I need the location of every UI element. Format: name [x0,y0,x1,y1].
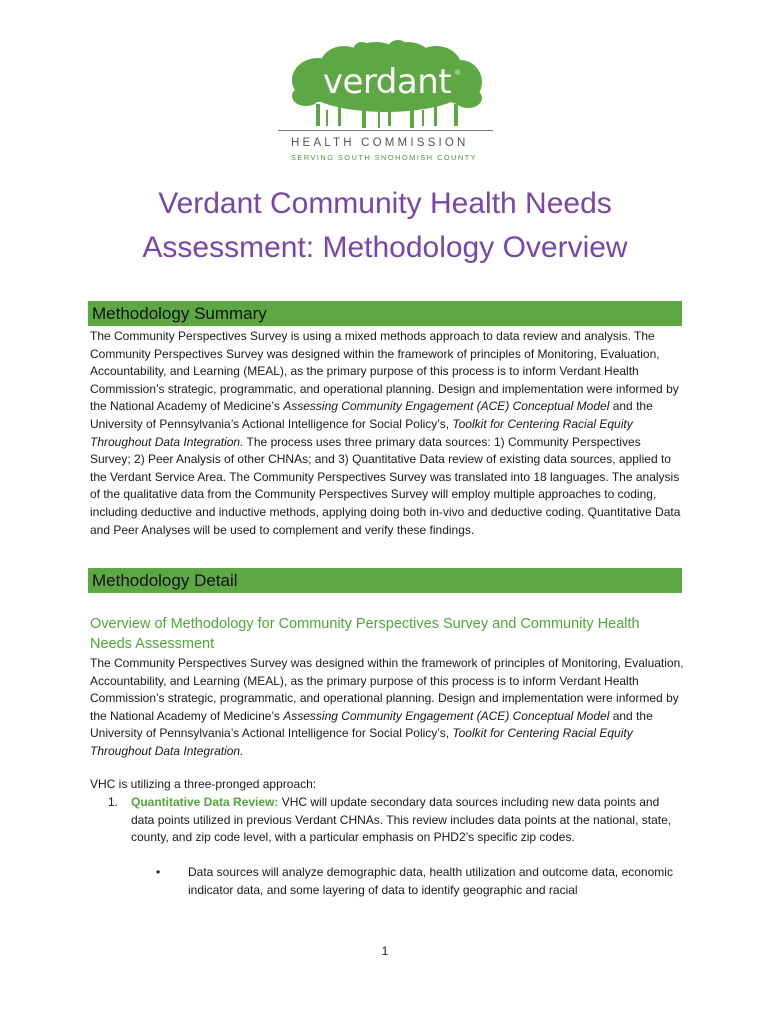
summary-citation-toolkit: Toolkit for Centering Racial Equity Throughout Data Integration. [90,416,633,449]
detail-paragraph [90,655,684,761]
section-heading-label: Methodology Summary [92,304,267,323]
approach-intro: VHC is utilizing a three-pronged approach: [90,777,317,791]
document-title [90,182,680,270]
summary-text: and the University of Pennsylvania’s Actional Intelligence for Social Policy’s, [90,399,653,431]
summary-citation-ace: Assessing Community Engagement (ACE) Conceptual Model [283,399,610,414]
bullet-text: Data sources will analyze demographic data, health utilization and outcome data, economic indicator data, and some layering of data to identify geographic and racial [188,865,673,897]
detail-citation-ace: Assessing Community Engagement (ACE) Conceptual Model [283,708,610,723]
summary-text: The process uses three primary data sources: 1) Community Perspectives Survey; 2) Peer Analysis of other CHNAs; and 3) Quantitative Data review of existing data sources, applied to the Verdant Service Area. The Community Perspectives Survey was translated into 18 languages. The analysis of the qualitative data from the Community Perspectives Survey will employ multiple approaches to coding, including deductive and inductive methods, applying doing both in-vivo and deductive coding. Quantitative Data and Peer Analyses will be used to complement and verify these findings. [90,434,681,537]
detail-text: and the University of Pennsylvania’s Actional Intelligence for Social Policy’s, [90,708,653,741]
summary-text: The Community Perspectives Survey is using a mixed methods approach to data review and analysis. The Community Perspectives Survey was designed within the framework of principles of Monitoring, Evaluation, Accountability, and Learning (MEAL), as the primary purpose of this process is to inform Verdant Health Commission’s strategic, programmatic, and operational planning. Design and implementation were informed by the National Academy of Medicine’s [90,329,679,414]
verdant-logo [278,40,496,168]
registered-mark: ® [455,70,461,77]
list-item-text [131,794,679,847]
detail-subheading: Overview of Methodology for Community Perspectives Survey and Community Health Needs Assessment [90,616,640,652]
list-number: 1. [108,795,119,809]
logo-divider [278,130,493,131]
section-heading-label: Methodology Detail [92,571,238,590]
section-heading-detail [88,568,682,593]
logo-wordmark: verdant [322,62,452,102]
summary-paragraph [90,328,684,539]
logo-tagline: SERVING SOUTH SNOHOMISH COUNTY [291,153,478,162]
list-item-label: Quantitative Data Review: [131,795,279,809]
logo-subtitle: HEALTH COMMISSION [291,137,469,149]
title-line-2: Assessment: Methodology Overview [142,231,628,264]
detail-citation-toolkit: Toolkit for Centering Racial Equity Throughout Data Integration. [90,726,633,758]
page-number: 1 [381,944,389,958]
section-heading-summary [88,301,682,326]
detail-text: The Community Perspectives Survey was designed within the framework of principles of Monitoring, Evaluation, Accountability, and Learning (MEAL), as the primary purpose of this process is to inform Verdant Health Commission’s strategic, programmatic, and operational planning. Design and implementation were informed by the National Academy of Medicine’s [90,656,684,723]
title-line-1: Verdant Community Health Needs [158,187,612,220]
list-item-body: VHC will update secondary data sources including new data points and data points utilized in previous Verdant CHNAs. This review includes data points at the national, state, county, and zip code level, with a particular emphasis on PHD2’s specific zip codes. [131,795,672,845]
bullet-icon: • [156,865,161,879]
